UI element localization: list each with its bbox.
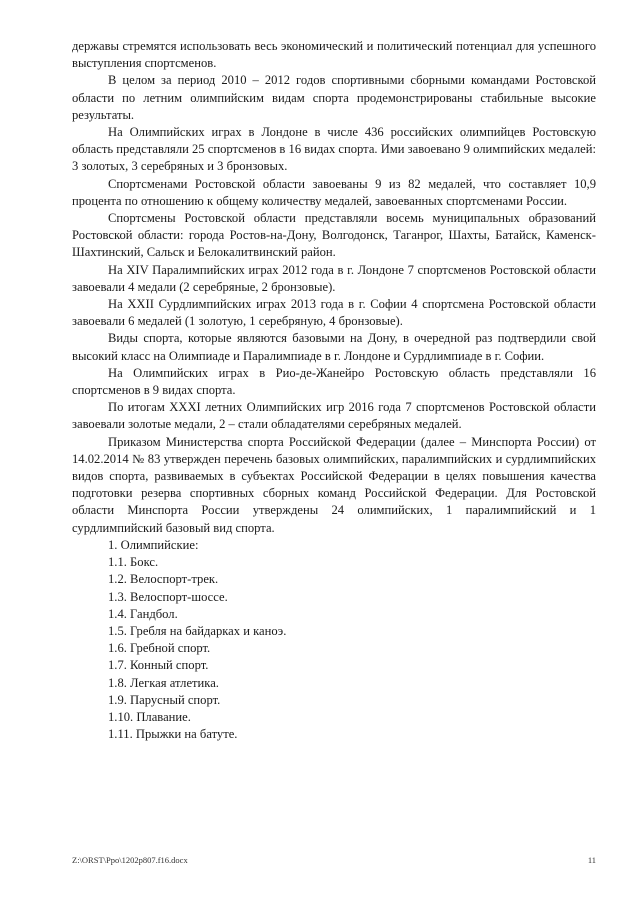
list-item: 1. Олимпийские: <box>108 537 199 552</box>
list-item: 1.4. Гандбол. <box>108 606 178 621</box>
paragraph: Приказом Министерства спорта Российской Федерации (далее – Минспорта России) от 14.02.2014 № 83 утвержден перечень базовых олимпийских, паралимпийских и сурдлимпийских видов спорта, развиваемых в субъектах Российской Федерации в целях повышения качества подготовки резерва спортивных сборных команд Российской Федерации. Для Ростовской области Минспорта России утверждены 24 олимпийских, 1 паралимпийский и 1 сурдлимпийский базовый вид спорта. <box>72 434 596 535</box>
page-footer <box>72 855 596 865</box>
file-path: Z:\ORST\Ppo\1202p807.f16.docx <box>72 855 188 865</box>
list-item: 1.9. Парусный спорт. <box>108 692 221 707</box>
paragraph: На XIV Паралимпийских играх 2012 года в г. Лондоне 7 спортсменов Ростовской области завоевали 4 медали (2 серебряные, 2 бронзовые). <box>72 262 596 294</box>
paragraphs <box>72 38 596 537</box>
paragraph: На Олимпийских играх в Лондоне в числе 436 российских олимпийцев Ростовскую область представляли 25 спортсменов в 16 видах спорта. Ими завоевано 9 олимпийских медалей: 3 золотых, 3 серебряных и 3 бронзовых. <box>72 125 596 174</box>
list-item: 1.2. Велоспорт-трек. <box>108 572 219 587</box>
paragraph: На Олимпийских играх в Рио-де-Жанейро Ростовскую область представляли 16 спортсменов в 9 видах спорта. <box>72 365 596 398</box>
list-item: 1.11. Прыжки на батуте. <box>108 727 238 742</box>
list-item: 1.1. Бокс. <box>108 555 159 570</box>
list-item: 1.3. Велоспорт-шоссе. <box>108 589 228 604</box>
paragraph: Виды спорта, которые являются базовыми на Дону, в очередной раз подтвердили свой высокий класс на Олимпиаде и Паралимпиаде в г. Лондоне и Сурдлимпиаде в г. Софии. <box>72 331 596 363</box>
paragraph: На XXII Сурдлимпийских играх 2013 года в г. Софии 4 спортсмена Ростовской области завоевали 6 медалей (1 золотую, 1 серебряную, 4 бронзовые). <box>72 297 596 329</box>
paragraph: В целом за период 2010 – 2012 годов спортивными сборными командами Ростовской области по летним олимпийским видам спорта продемонстрированы стабильные высокие результаты. <box>72 73 596 122</box>
list-item: 1.6. Гребной спорт. <box>108 641 211 656</box>
paragraph: По итогам XXXI летних Олимпийских игр 2016 года 7 спортсменов Ростовской области завоевали золотые медали, 2 – стали обладателями серебряных медалей. <box>72 400 596 432</box>
document-body <box>72 38 596 743</box>
list-item: 1.5. Гребля на байдарках и каноэ. <box>108 623 287 638</box>
page-number: 11 <box>587 855 596 865</box>
paragraph: Спортсмены Ростовской области представляли восемь муниципальных образований Ростовской области: города Ростов-на-Дону, Волгодонск, Таганрог, Шахты, Батайск, Каменск-Шахтинский, Сальск и Белокалитвинский район. <box>72 211 596 260</box>
list-item: 1.7. Конный спорт. <box>108 658 209 673</box>
sport-list <box>72 537 596 743</box>
list-item: 1.8. Легкая атлетика. <box>108 675 219 690</box>
list-item: 1.10. Плавание. <box>108 709 191 724</box>
paragraph: державы стремятся использовать весь экономический и политический потенциал для успешного выступления спортсменов. <box>72 39 596 71</box>
paragraph: Спортсменами Ростовской области завоеваны 9 из 82 медалей, что составляет 10,9 процента по отношению к общему количеству медалей, завоеванных спортсменами России. <box>72 176 596 208</box>
